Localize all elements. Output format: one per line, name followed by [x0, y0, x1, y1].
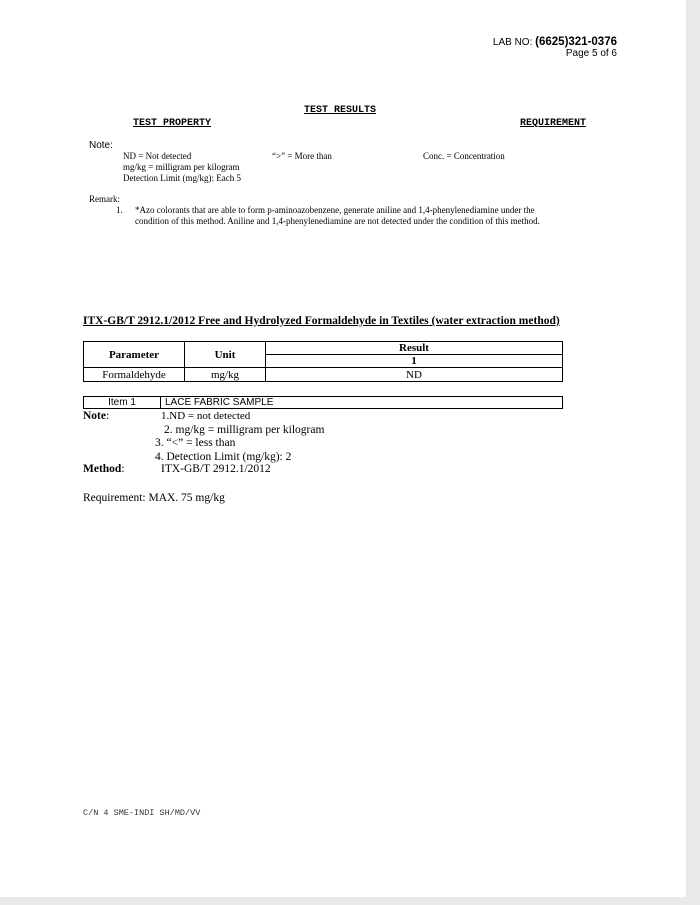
parameter-header: Parameter — [84, 342, 185, 368]
formaldehyde-note-3: 3. “<” = less than — [155, 437, 236, 449]
remark-line-2: condition of this method. Aniline and 1,4-phenylenediamine are not detected under the condition of this method. — [135, 216, 540, 226]
result-subheader: 1 — [266, 355, 563, 368]
item-table — [83, 396, 563, 409]
note-conc: Conc. = Concentration — [423, 151, 505, 161]
remark-number: 1. — [116, 205, 123, 215]
item-value: LACE FABRIC SAMPLE — [161, 397, 563, 409]
lab-number-value: (6625)321-0376 — [535, 36, 617, 48]
result-header: Result — [266, 342, 563, 355]
formaldehyde-note-1: 1.ND = not detected — [161, 410, 251, 422]
formaldehyde-note-colon: : — [106, 410, 110, 422]
page-number: Page 5 of 6 — [565, 48, 617, 59]
note-detection-limit: Detection Limit (mg/kg): Each 5 — [123, 173, 241, 183]
lab-number-label: LAB NO: — [492, 37, 533, 48]
table-header-row — [84, 342, 563, 355]
note-mgkg: mg/kg = milligram per kilogram — [123, 162, 240, 172]
requirement-text: Requirement: MAX. 75 mg/kg — [83, 492, 225, 504]
method-colon: : — [121, 463, 125, 475]
lab-number — [493, 36, 617, 48]
formaldehyde-section-title: ITX-GB/T 2912.1/2012 Free and Hydrolyzed Formaldehyde in Textiles (water extraction method) — [83, 315, 560, 327]
formaldehyde-note-label — [83, 410, 109, 422]
formaldehyde-note-2: 2. mg/kg = milligram per kilogram — [164, 424, 325, 436]
test-results-title: TEST RESULTS — [304, 105, 377, 116]
table-row — [84, 368, 563, 382]
method-label-text: Method — [83, 463, 122, 475]
requirement-heading: REQUIREMENT — [520, 118, 587, 129]
result-cell: ND — [266, 368, 563, 382]
unit-header: Unit — [185, 342, 266, 368]
unit-cell: mg/kg — [185, 368, 266, 382]
item-row — [84, 397, 563, 409]
note-nd: ND = Not detected — [123, 151, 192, 161]
test-property-heading: TEST PROPERTY — [133, 118, 212, 129]
note-more-than: “>” = More than — [272, 151, 332, 161]
remark-line-1: *Azo colorants that are able to form p-aminoazobenzene, generate aniline and 1,4-phenylenediamine under the — [135, 205, 535, 215]
formaldehyde-note-4: 4. Detection Limit (mg/kg): 2 — [155, 451, 292, 463]
remark-label: Remark: — [89, 194, 120, 204]
note-label: Note: — [89, 140, 113, 151]
formaldehyde-results-table — [83, 341, 563, 382]
parameter-cell: Formaldehyde — [84, 368, 185, 382]
item-label: Item 1 — [84, 397, 161, 409]
footer-code: C/N 4 SME-INDI SH/MD/VV — [83, 808, 201, 818]
method-value: ITX-GB/T 2912.1/2012 — [161, 463, 271, 475]
method-label — [83, 463, 125, 475]
formaldehyde-note-label-text: Note — [83, 410, 106, 422]
